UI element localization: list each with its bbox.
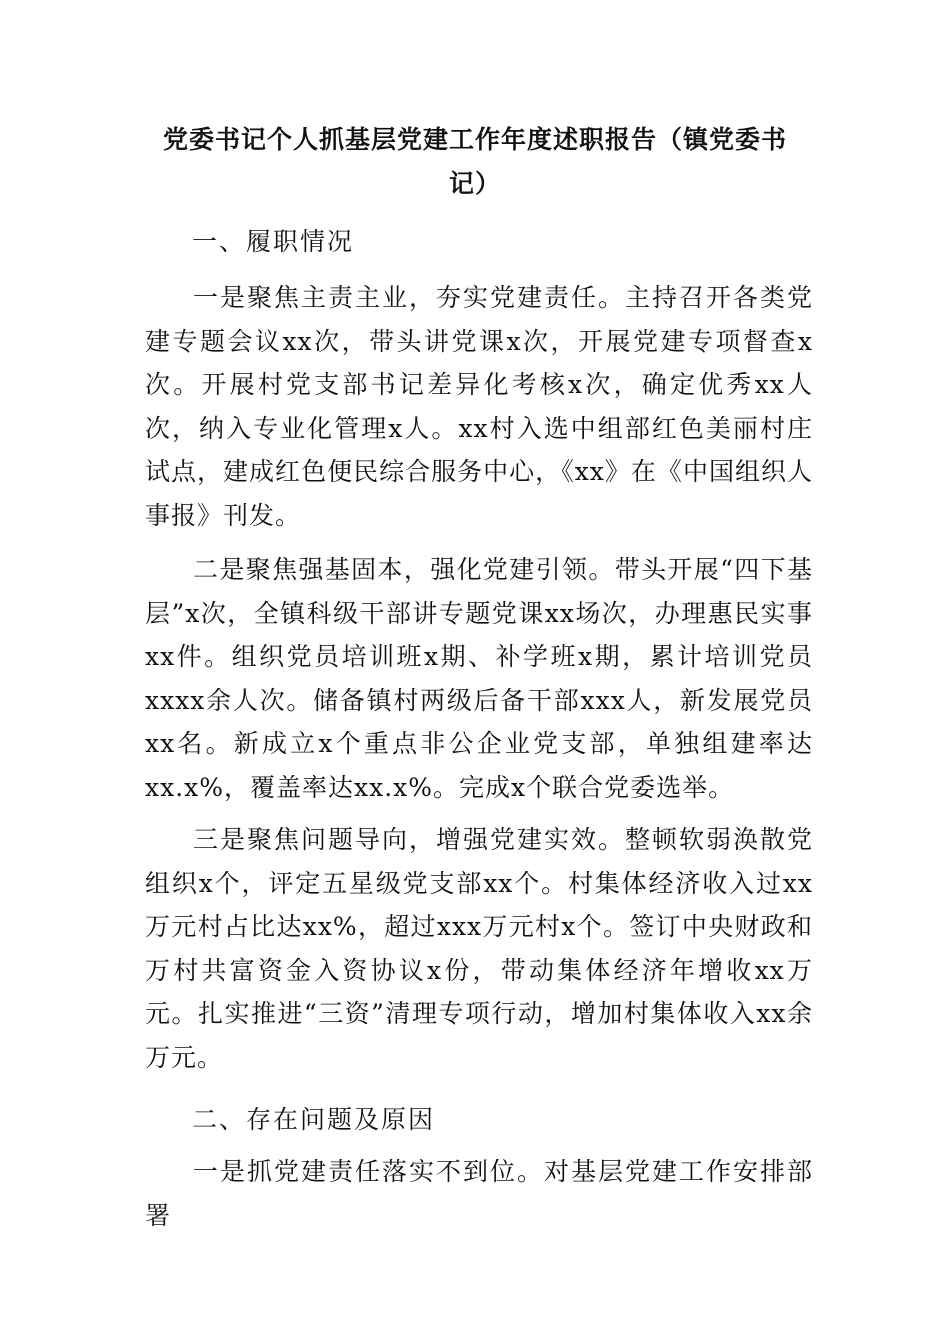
paragraph-responsibility: 一是聚焦主责主业，夯实党建责任。主持召开各类党建专题会议xx次，带头讲党课x次，开展党建专项督查x次。开展村党支部书记差异化考核x次，确定优秀xx人次，纳入专业化管理x人。xx村入选中组部红色美丽村庄试点，建成红色便民综合服务中心，《xx》在《中国组织人事报》刊发。	[145, 283, 813, 530]
section-heading-problems: 二、存在问题及原因	[192, 1105, 436, 1134]
paragraph-problem-oriented: 三是聚焦问题导向，增强党建实效。整顿软弱涣散党组织x个，评定五星级党支部xx个。村集体经济收入过xx万元村占比达xx%，超过xxx万元村x个。签订中央财政和万村共富资金入资协议x份，带动集体经济年增收xx万元。扎实推进“三资”清理专项行动，增加村集体收入xx余万元。	[145, 825, 813, 1072]
paragraph-responsibility-gap: 一是抓党建责任落实不到位。对基层党建工作安排部署	[145, 1157, 813, 1230]
document-title: 党委书记个人抓基层党建工作年度述职报告（镇党委书记）	[162, 125, 787, 198]
section-heading-performance: 一、履职情况	[192, 227, 355, 256]
paragraph-foundation: 二是聚焦强基固本，强化党建引领。带头开展“四下基层”x次，全镇科级干部讲专题党课xx场次，办理惠民实事xx件。组织党员培训班x期、补学班x期，累计培训党员xxxx余人次。储备镇村两级后备干部xxx人，新发展党员xx名。新成立x个重点非公企业党支部，单独组建率达xx.x%，覆盖率达xx.x%。完成x个联合党委选举。	[145, 555, 813, 802]
